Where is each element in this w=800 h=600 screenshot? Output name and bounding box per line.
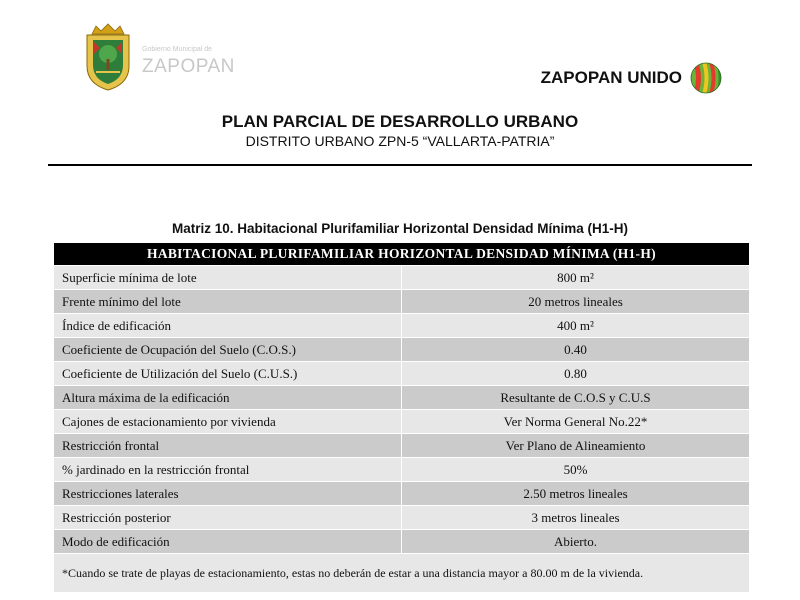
row-label: Superficie mínima de lote: [54, 266, 402, 290]
row-value: Ver Norma General No.22*: [402, 410, 750, 434]
row-value: 50%: [402, 458, 750, 482]
table-row: [54, 434, 750, 458]
row-value: 0.40: [402, 338, 750, 362]
table-row: [54, 482, 750, 506]
logo-big-text: ZAPOPAN: [142, 56, 235, 77]
table-row: [54, 338, 750, 362]
row-value: 800 m²: [402, 266, 750, 290]
municipal-logo: [82, 22, 235, 94]
table-row: [54, 386, 750, 410]
table-row: [54, 362, 750, 386]
table-row: [54, 314, 750, 338]
striped-ball-icon: [690, 62, 722, 94]
row-label: Restricción frontal: [54, 434, 402, 458]
row-label: Altura máxima de la edificación: [54, 386, 402, 410]
row-value: Resultante de C.O.S y C.U.S: [402, 386, 750, 410]
row-value: 0.80: [402, 362, 750, 386]
row-label: % jardinado en la restricción frontal: [54, 458, 402, 482]
row-label: Restricciones laterales: [54, 482, 402, 506]
table-footnote: *Cuando se trate de playas de estacionamiento, estas no deberán de estar a una distancia mayor a 80.00 m de la vivienda.: [54, 554, 750, 593]
row-value: Ver Plano de Alineamiento: [402, 434, 750, 458]
row-value: Abierto.: [402, 530, 750, 554]
row-value: 20 metros lineales: [402, 290, 750, 314]
row-label: Índice de edificación: [54, 314, 402, 338]
table-row: [54, 410, 750, 434]
brand-logo: [541, 61, 722, 95]
document-title: PLAN PARCIAL DE DESARROLLO URBANO: [221, 112, 579, 131]
table-row: [54, 290, 750, 314]
row-label: Restricción posterior: [54, 506, 402, 530]
row-label: Frente mínimo del lote: [54, 290, 402, 314]
header-divider: [48, 164, 752, 166]
row-label: Coeficiente de Utilización del Suelo (C.U.S.): [54, 362, 402, 386]
row-value: 2.50 metros lineales: [402, 482, 750, 506]
row-label: Cajones de estacionamiento por vivienda: [54, 410, 402, 434]
table-row: [54, 506, 750, 530]
zoning-table: [53, 242, 750, 593]
table-header-row: [54, 243, 750, 266]
table-row: [54, 530, 750, 554]
row-label: Coeficiente de Ocupación del Suelo (C.O.S.): [54, 338, 402, 362]
table-header-cell: HABITACIONAL PLURIFAMILIAR HORIZONTAL DENSIDAD MÍNIMA (H1-H): [54, 243, 750, 266]
row-value: 400 m²: [402, 314, 750, 338]
table-row: [54, 458, 750, 482]
coat-of-arms-icon: [82, 22, 134, 92]
table-row: [54, 266, 750, 290]
row-label: Modo de edificación: [54, 530, 402, 554]
logo-small-text: Gobierno Municipal de: [142, 46, 213, 53]
document-subtitle: DISTRITO URBANO ZPN-5 “VALLARTA-PATRIA”: [245, 133, 555, 149]
row-value: 3 metros lineales: [402, 506, 750, 530]
table-note-row: [54, 554, 750, 593]
matrix-title: Matriz 10. Habitacional Plurifamiliar Horizontal Densidad Mínima (H1-H): [171, 221, 629, 236]
brand-text: ZAPOPAN UNIDO: [540, 68, 682, 87]
